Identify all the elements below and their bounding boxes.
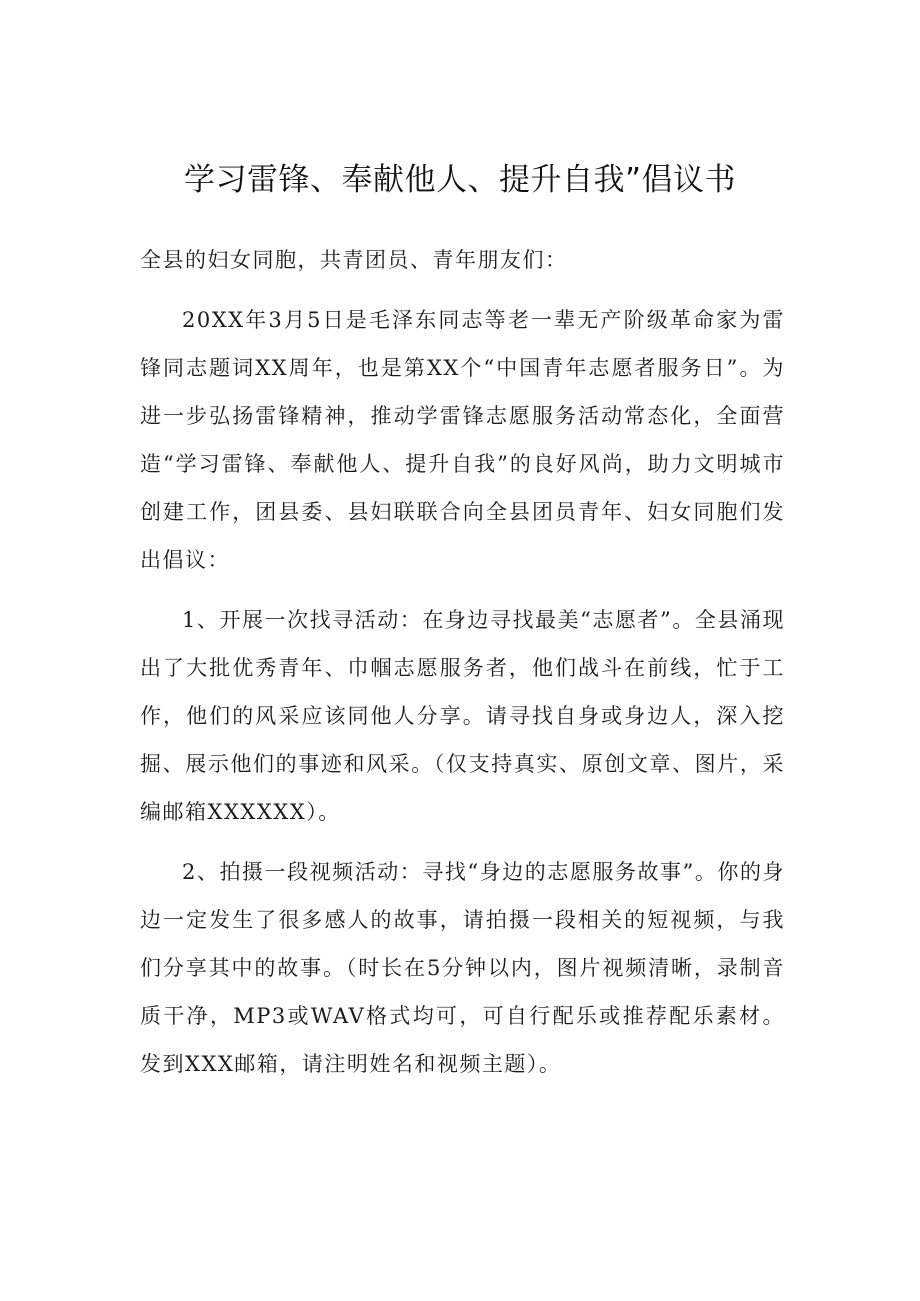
paragraph-item-2: 2、拍摄一段视频活动：寻找“身边的志愿服务故事”。你的身边一定发生了很多感人的故事，请拍摄一段相关的短视频，与我们分享其中的故事。（时长在5分钟以内，图片视频清晰，录制音质干净，MP3或WAV格式均可，可自行配乐或推荐配乐素材。发到XXX邮箱，请注明姓名和视频主题）。	[140, 860, 785, 1076]
paragraph-item-1: 1、开展一次找寻活动：在身边寻找最美“志愿者”。全县涌现出了大批优秀青年、巾帼志愿服务者，他们战斗在前线，忙于工作，他们的风采应该同他人分享。请寻找自身或身边人，深入挖掘、展示他们的事迹和风采。（仅支持真实、原创文章、图片，采编邮箱XXXXXX）。	[140, 608, 785, 824]
paragraph-intro: 20XX年3月5日是毛泽东同志等老一辈无产阶级革命家为雷锋同志题词XX周年，也是第XX个“中国青年志愿者服务日”。为进一步弘扬雷锋精神，推动学雷锋志愿服务活动常态化，全面营造“学习雷锋、奉献他人、提升自我”的良好风尚，助力文明城市创建工作，团县委、县妇联联合向全县团员青年、妇女同胞们发出倡议：	[140, 308, 785, 572]
salutation: 全县的妇女同胞，共青团员、青年朋友们：	[140, 248, 568, 272]
document-title: 学习雷锋、奉献他人、提升自我”倡议书	[183, 162, 737, 198]
